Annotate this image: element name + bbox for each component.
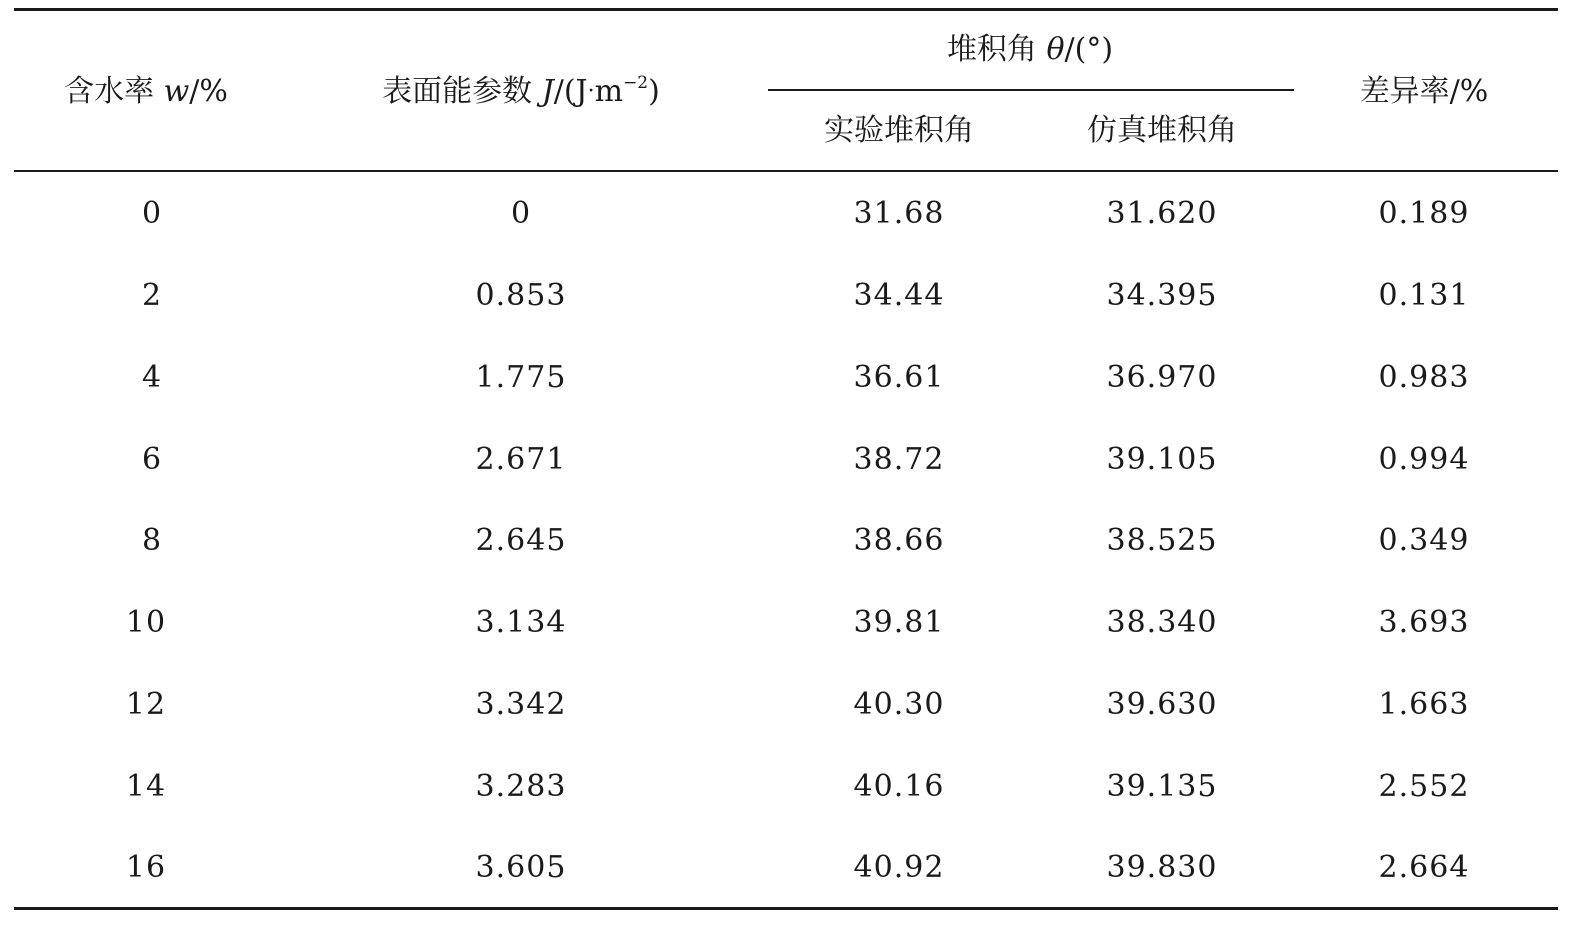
cell-water-content: 6 bbox=[141, 442, 163, 477]
cell-difference-rate: 0.349 bbox=[1378, 523, 1470, 558]
cell-surface-energy: 3.134 bbox=[475, 605, 567, 640]
cell-water-content: 8 bbox=[141, 523, 163, 558]
cell-simulated-angle: 34.395 bbox=[1106, 278, 1218, 313]
header-repose-angle: 堆积角 θ/(°) bbox=[946, 32, 1114, 67]
cell-water-content: 10 bbox=[125, 605, 167, 640]
cell-simulated-angle: 38.340 bbox=[1106, 605, 1218, 640]
header-surface-energy: 表面能参数 $J/(J\cdot m^{-2})$ bbox=[382, 73, 660, 109]
header-difference-rate: 差异率/% bbox=[1359, 74, 1489, 109]
cell-simulated-angle: 39.105 bbox=[1106, 442, 1218, 477]
cell-simulated-angle: 36.970 bbox=[1106, 360, 1218, 395]
cell-difference-rate: 1.663 bbox=[1378, 687, 1470, 722]
cell-difference-rate: 3.693 bbox=[1378, 605, 1470, 640]
cell-water-content: 12 bbox=[125, 687, 167, 722]
header-bottom-rule bbox=[14, 170, 1558, 172]
cell-simulated-angle: 39.830 bbox=[1106, 850, 1218, 885]
cell-simulated-angle: 39.135 bbox=[1106, 769, 1218, 804]
cell-surface-energy: 2.645 bbox=[475, 523, 567, 558]
cell-experimental-angle: 39.81 bbox=[853, 605, 945, 640]
cell-experimental-angle: 36.61 bbox=[853, 360, 945, 395]
cell-surface-energy: 3.342 bbox=[475, 687, 567, 722]
cell-difference-rate: 0.189 bbox=[1378, 196, 1470, 231]
cell-surface-energy: 0 bbox=[510, 196, 532, 231]
table-top-rule bbox=[14, 8, 1558, 11]
cell-experimental-angle: 40.16 bbox=[853, 769, 945, 804]
cell-simulated-angle: 38.525 bbox=[1106, 523, 1218, 558]
cell-simulated-angle: 31.620 bbox=[1106, 196, 1218, 231]
cell-water-content: 0 bbox=[141, 196, 163, 231]
cell-water-content: 16 bbox=[125, 850, 167, 885]
cell-water-content: 4 bbox=[141, 360, 163, 395]
cell-surface-energy: 3.283 bbox=[475, 769, 567, 804]
cell-difference-rate: 0.131 bbox=[1378, 278, 1470, 313]
cell-difference-rate: 0.994 bbox=[1378, 442, 1470, 477]
cell-simulated-angle: 39.630 bbox=[1106, 687, 1218, 722]
cell-water-content: 2 bbox=[141, 278, 163, 313]
cell-experimental-angle: 38.66 bbox=[853, 523, 945, 558]
repose-angle-group-rule bbox=[768, 89, 1294, 91]
cell-surface-energy: 2.671 bbox=[475, 442, 567, 477]
cell-surface-energy: 3.605 bbox=[475, 850, 567, 885]
cell-difference-rate: 2.552 bbox=[1378, 769, 1470, 804]
cell-difference-rate: 2.664 bbox=[1378, 850, 1470, 885]
table-bottom-rule bbox=[14, 907, 1558, 910]
header-experimental-angle: 实验堆积角 bbox=[824, 113, 974, 148]
cell-difference-rate: 0.983 bbox=[1378, 360, 1470, 395]
cell-experimental-angle: 40.30 bbox=[853, 687, 945, 722]
header-water-content: 含水率 w/% bbox=[64, 74, 228, 109]
cell-water-content: 14 bbox=[125, 769, 167, 804]
cell-experimental-angle: 40.92 bbox=[853, 850, 945, 885]
cell-surface-energy: 1.775 bbox=[475, 360, 567, 395]
cell-experimental-angle: 38.72 bbox=[853, 442, 945, 477]
cell-surface-energy: 0.853 bbox=[475, 278, 567, 313]
header-simulated-angle: 仿真堆积角 bbox=[1087, 113, 1237, 148]
cell-experimental-angle: 34.44 bbox=[853, 278, 945, 313]
cell-experimental-angle: 31.68 bbox=[853, 196, 945, 231]
